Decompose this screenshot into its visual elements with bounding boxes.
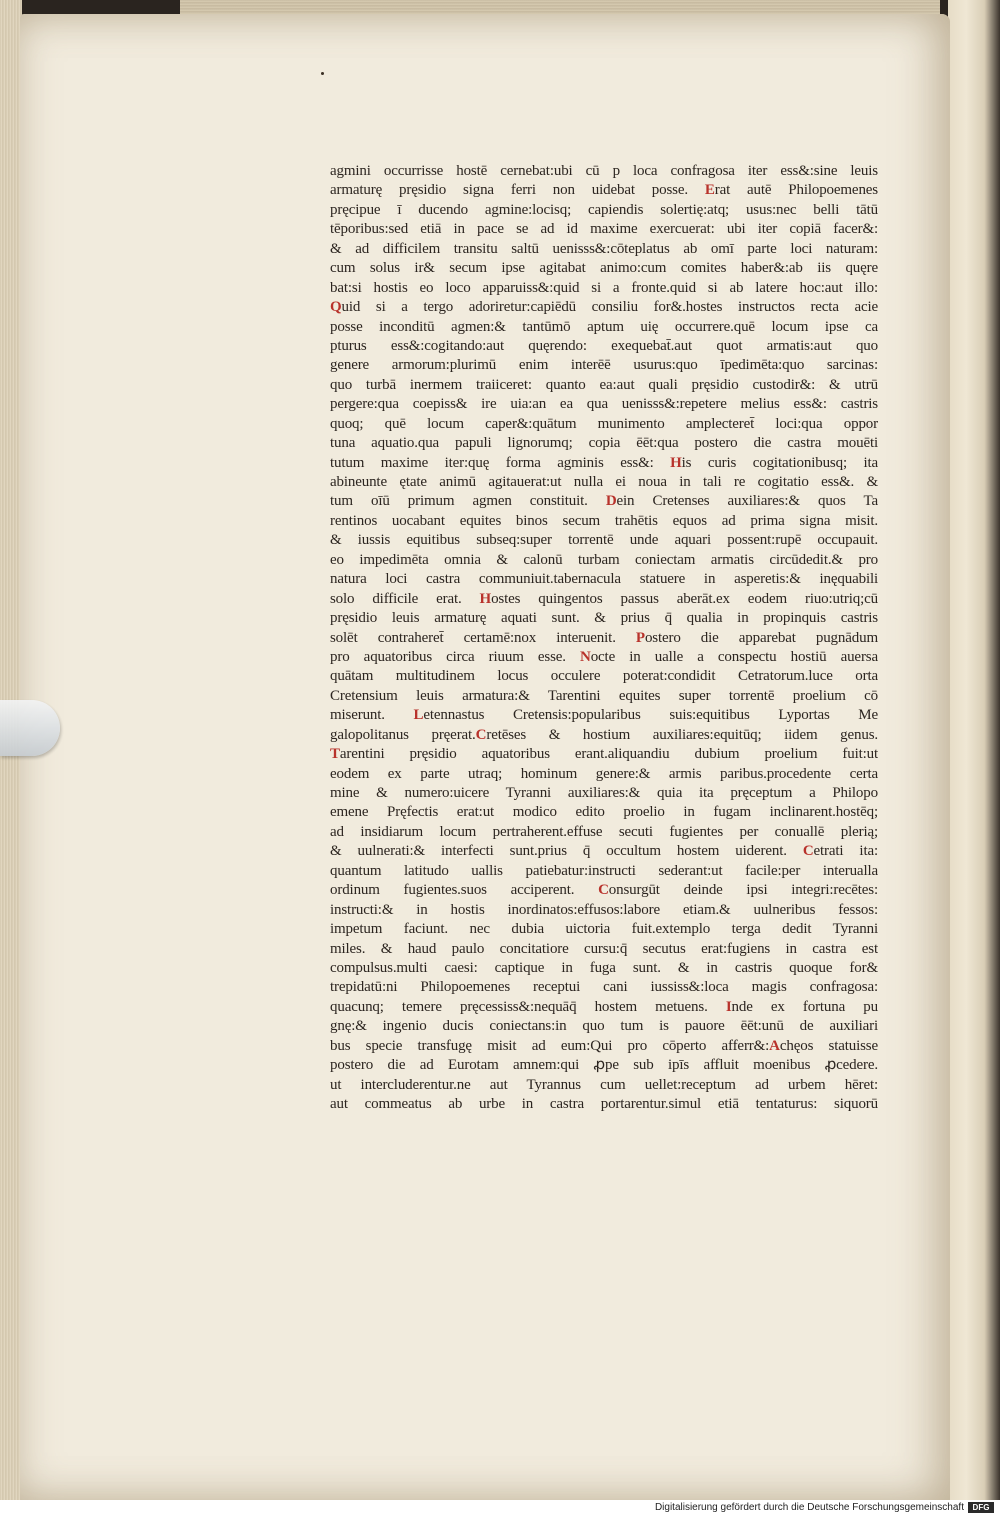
text-line: abineunte ętate animū agitauerat:ut nulla ei noua in tali re cogitatio ess&. & bbox=[330, 474, 878, 490]
text-line: pergere:qua coepiss& ire uia:an ea qua uenisss&:repetere melius ess&: castris bbox=[330, 396, 878, 413]
text-line: gnę:& ingenio ducis coniectans:in quo tum is pauore ēēt:unū de auxiliari bbox=[330, 1018, 878, 1035]
text-line: agmini occurrisse hostē cernebat:ubi cū p loca confragosa iter ess&:sine leuis bbox=[330, 163, 878, 179]
rubricated-initial: C bbox=[475, 726, 487, 743]
text-line: aut commeatus ab urbe in castra portarentur.simul etiā tentaturus: siquorū bbox=[330, 1096, 878, 1112]
rubricated-initial: P bbox=[635, 629, 645, 646]
text-line: tuna aquatio.qua papuli lignorumq; copia ēēt:qua postero die castra mouēti bbox=[330, 435, 878, 452]
book-page-stack-right bbox=[948, 0, 1000, 1500]
rubricated-initial: A bbox=[769, 1037, 780, 1054]
text-line: rentinos uocabant equites binos secum trahētis equos ad prima signa misit. bbox=[330, 512, 878, 529]
text-line: ordinum fugientes.suos acciperent. Consurgūt deinde ipsi integri:recētes: bbox=[330, 882, 878, 899]
text-line: solēt contraheret̄ certamē:nox interuenit. Postero die apparebat pugnādum bbox=[330, 629, 878, 646]
text-line: pro aquatoribus circa riuum esse. Nocte in ualle a conspectu hostiū auersa bbox=[330, 648, 878, 665]
text-line: instructi:& in hostis inordinatos:effusos:labore etiam.& uulneribus fessos: bbox=[330, 901, 878, 918]
text-line: emene Pręfectis erat:ut modico edito proelio in fugam inclinarent.hostēq; bbox=[330, 804, 878, 821]
text-line: & iussis equitibus subseq:super torrentē unde aquari possent:rupē occupauit. bbox=[330, 532, 878, 549]
rubricated-initial: N bbox=[580, 648, 591, 665]
dfg-logo-icon: DFG bbox=[968, 1502, 994, 1513]
text-line: armaturę pręsidio signa ferri non uidebat posse. Erat autē Philopoemenes bbox=[330, 182, 878, 199]
text-line: miles. & haud paulo concitatiore cursu:q̄ secutus erat:fugiens in castra est bbox=[330, 940, 878, 957]
text-line: tēporibus:sed etiā in pace se ad id maxime exercuerat: ubi iter copiā facer&: bbox=[330, 221, 878, 238]
text-line: tum oīū primum agmen constituit. Dein Cretenses auxiliares:& quos Ta bbox=[330, 493, 878, 510]
text-line: miserunt. Letennastus Cretensis:popularibus suis:equitibus Lyportas Me bbox=[330, 707, 878, 724]
rubricated-initial: Q bbox=[330, 299, 342, 316]
text-line: Cretensium leuis armatura:& Tarentini equites super torrentē proelium cō bbox=[330, 687, 878, 704]
rubricated-initial: L bbox=[413, 707, 424, 724]
text-line: & ad difficilem transitu saltū uenisss&:cōteplatus ab omī parte loci naturam: bbox=[330, 240, 878, 257]
text-line: solo difficile erat. Hostes quingentos passus aberāt.ex eodem riuo:utriq;cū bbox=[330, 590, 878, 607]
text-line: quacunq; temere pręcessiss&:nequāq̄ hostem metuens. Inde ex fortuna pu bbox=[330, 998, 878, 1015]
rubricated-initial: D bbox=[605, 493, 617, 510]
rubricated-initial: C bbox=[598, 882, 609, 899]
text-line: quātam multitudinem locus occulere poterat:condidit Cetratorum.luce orta bbox=[330, 668, 878, 685]
text-line: compulsus.multi caesi: captique in fuga sunt. & in castris quoque for& bbox=[330, 959, 878, 976]
text-line: galopolitanus pręerat.Cretēses & hostium auxiliares:equitūq; iidem genus. bbox=[330, 726, 878, 743]
footer-bar bbox=[0, 1500, 1000, 1516]
text-line: bus specie transfugę misit ad eum:Qui pro cōperto afferr&:Achęos statuisse bbox=[330, 1037, 878, 1054]
text-line: bat:si hostis eo loco apparuiss&:quid si a fronte.quid si ab latere hoc:aut illo: bbox=[330, 279, 878, 296]
text-line: & uulnerati:& interfecti sunt.prius q̄ occultum hostem uiderent. Cetrati ita: bbox=[330, 843, 878, 860]
text-line: posse inconditū agmen:& tantūmō aptum uię occurrere.quē locum ipse ca bbox=[330, 318, 878, 335]
rubricated-initial: H bbox=[670, 454, 682, 471]
text-line: ut intercluderentur.ne aut Tyrannus cum uellet:receptum ad urbem hēret: bbox=[330, 1076, 878, 1093]
text-line: pręsidio leuis armaturę aquati sunt. & prius q̄ qualia in propinquis castris bbox=[330, 610, 878, 627]
text-line: eodem ex parte utraq; hominum genere:& armis paribus.procedente certa bbox=[330, 765, 878, 782]
text-line: trepidatū:ni Philopoemenes receptui cani iussiss&:loca magis confragosa: bbox=[330, 979, 878, 996]
rubricated-initial: C bbox=[802, 843, 814, 860]
rubricated-initial: I bbox=[725, 998, 732, 1015]
text-line: quo turbā inermem traiiceret: quanto ea:aut quali pręsidio custodir&: & utrū bbox=[330, 376, 878, 393]
footer-credit: Digitalisierung gefördert durch die Deutsche Forschungsgemeinschaft bbox=[654, 1502, 964, 1513]
ink-speck bbox=[321, 72, 324, 75]
text-line: pturus ess&:cogitando:aut quęrendo: exequebat̄.aut quot armatis:aut quo bbox=[330, 337, 878, 354]
text-line: natura loci castra communiuit.tabernacula statuere in asperetis:& inęquabili bbox=[330, 571, 878, 588]
rubricated-initial: E bbox=[704, 182, 715, 199]
text-line: Quid si a tergo adoriretur:capiēdū consiliu for&.hostes instructos recta acie bbox=[330, 299, 878, 316]
text-line: Tarentini pręsidio aquatoribus erant.aliquandiu dubium proelium fuit:ut bbox=[330, 746, 878, 763]
text-line: genere armorum:plurimū enim interēē usurus:quo īpedimēta:quo sarcinas: bbox=[330, 357, 878, 374]
page-clip bbox=[0, 700, 60, 756]
text-line: impetum faciunt. nec dubia uictoria fuit.extemplo terga dedit Tyranni bbox=[330, 921, 878, 938]
text-line: cum solus ir& secum ipse agitabat animo:cum comites haber&:ab iis quęre bbox=[330, 260, 878, 277]
text-line: quantum latitudo uallis patiebatur:instructi sederant:ut facile:per interualla bbox=[330, 862, 878, 879]
text-line: mine & numero:uicere Tyranni auxiliares:& quia ita pręceptum a Philopo bbox=[330, 785, 878, 801]
text-line: eo impedimēta omnia & calonū turbam coniectam armatis circūdedit.& pro bbox=[330, 551, 878, 568]
text-line: postero die ad Eurotam amnem:qui ꝓpe sub ipīs affluit moenibus ꝓcedere. bbox=[330, 1057, 878, 1074]
text-line: quoq; quē locum caper&:quātum munimento amplecteret̄ loci:qua oppor bbox=[330, 415, 878, 432]
text-line: ad insidiarum locum pertraherent.effuse secuti fugientes per conuallē plerią; bbox=[330, 823, 878, 840]
incunabulum-text-column bbox=[330, 162, 878, 1114]
rubricated-initial: T bbox=[330, 746, 340, 763]
rubricated-initial: H bbox=[479, 590, 492, 607]
text-line: tutum maxime iter:quę forma agminis ess&: His curis cogitationibusq; ita bbox=[330, 454, 878, 471]
text-line: pręcipue ī ducendo agmine:locisq; capiendis solertię:atq; usus:nec belli tātū bbox=[330, 201, 878, 218]
